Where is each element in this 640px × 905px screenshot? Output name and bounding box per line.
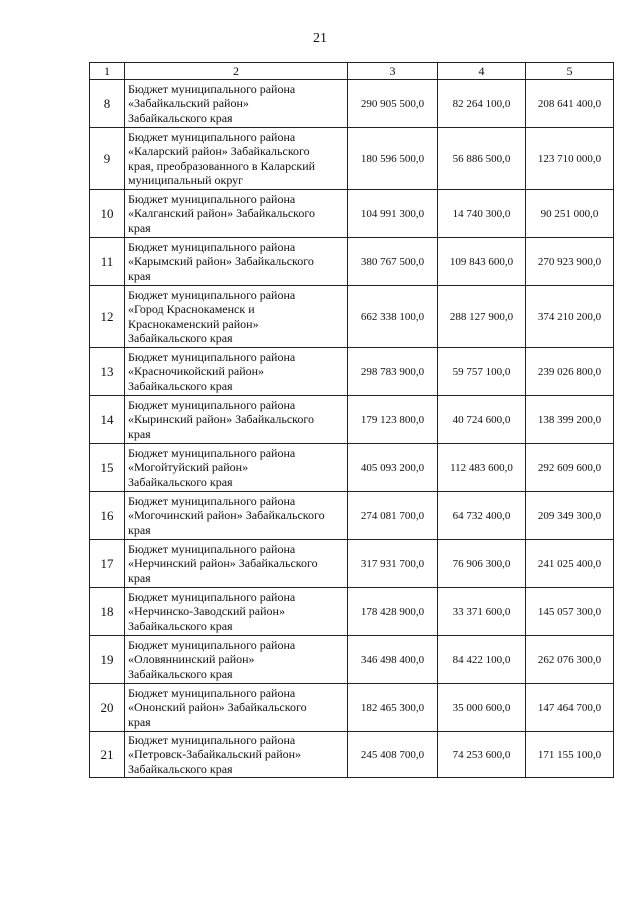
budget-name <box>125 588 348 636</box>
row-number: 8 <box>90 80 125 128</box>
value-col3: 182 465 300,0 <box>348 684 438 732</box>
budget-name <box>125 396 348 444</box>
value-col4: 112 483 600,0 <box>438 444 526 492</box>
table-row <box>90 238 614 286</box>
budget-name-line: Бюджет муниципального района <box>128 685 296 700</box>
budget-name-line: Забайкальского края <box>128 761 233 776</box>
budget-name-line: «Город Краснокаменск и <box>128 302 255 317</box>
value-col4: 74 253 600,0 <box>438 732 526 778</box>
table-row <box>90 684 614 732</box>
table-row <box>90 348 614 396</box>
budget-name-line: «Петровск-Забайкальский район» <box>128 747 302 762</box>
budget-name-line: Бюджет муниципального района <box>128 349 296 364</box>
budget-name-line: Бюджет муниципального района <box>128 239 296 254</box>
value-col3: 104 991 300,0 <box>348 190 438 238</box>
table-row <box>90 540 614 588</box>
value-col4: 82 264 100,0 <box>438 80 526 128</box>
budget-name-line: «Кыринский район» Забайкальского <box>128 412 314 427</box>
value-col5: 145 057 300,0 <box>526 588 614 636</box>
budget-name-line: Забайкальского края <box>128 618 233 633</box>
budget-name-line: Бюджет муниципального района <box>128 81 296 96</box>
value-col3: 380 767 500,0 <box>348 238 438 286</box>
budget-name-line: края <box>128 268 151 283</box>
budget-name <box>125 348 348 396</box>
budget-name <box>125 238 348 286</box>
budget-name <box>125 684 348 732</box>
header-cell-3: 3 <box>348 63 438 80</box>
table-row <box>90 190 614 238</box>
row-number: 11 <box>90 238 125 286</box>
budget-name-line: «Каларский район» Забайкальского <box>128 144 310 159</box>
value-col3: 298 783 900,0 <box>348 348 438 396</box>
value-col4: 56 886 500,0 <box>438 128 526 190</box>
value-col3: 179 123 800,0 <box>348 396 438 444</box>
value-col4: 14 740 300,0 <box>438 190 526 238</box>
value-col5: 374 210 200,0 <box>526 286 614 348</box>
value-col5: 241 025 400,0 <box>526 540 614 588</box>
row-number: 16 <box>90 492 125 540</box>
value-col3: 178 428 900,0 <box>348 588 438 636</box>
budget-name-line: края <box>128 570 151 585</box>
budget-name-line: Бюджет муниципального района <box>128 493 296 508</box>
budget-name-line: Бюджет муниципального района <box>128 541 296 556</box>
value-col3: 346 498 400,0 <box>348 636 438 684</box>
budget-name-line: края, преобразованного в Каларский <box>128 158 316 173</box>
row-number: 18 <box>90 588 125 636</box>
budget-name <box>125 128 348 190</box>
budget-name-line: Забайкальского края <box>128 378 233 393</box>
budget-name-line: края <box>128 522 151 537</box>
row-number: 13 <box>90 348 125 396</box>
row-number: 20 <box>90 684 125 732</box>
value-col4: 33 371 600,0 <box>438 588 526 636</box>
page-number: 21 <box>313 31 327 46</box>
budget-name-line: «Калганский район» Забайкальского <box>128 206 316 221</box>
value-col5: 171 155 100,0 <box>526 732 614 778</box>
budget-name-line: «Карымский район» Забайкальского <box>128 254 314 269</box>
budget-name <box>125 444 348 492</box>
table-row <box>90 286 614 348</box>
budget-name-line: Бюджет муниципального района <box>128 191 296 206</box>
value-col5: 123 710 000,0 <box>526 128 614 190</box>
row-number: 9 <box>90 128 125 190</box>
budget-name <box>125 636 348 684</box>
budget-name-line: «Нерчинский район» Забайкальского <box>128 556 318 571</box>
budget-name-line: «Могойтуйский район» <box>128 460 249 475</box>
budget-name <box>125 732 348 778</box>
row-number: 19 <box>90 636 125 684</box>
budget-name-line: Краснокаменский район» <box>128 316 259 331</box>
value-col5: 239 026 800,0 <box>526 348 614 396</box>
table-row <box>90 396 614 444</box>
row-number: 12 <box>90 286 125 348</box>
row-number: 21 <box>90 732 125 778</box>
value-col3: 290 905 500,0 <box>348 80 438 128</box>
budget-name-line: Бюджет муниципального района <box>128 129 296 144</box>
budget-name <box>125 190 348 238</box>
budget-name-line: «Красночикойский район» <box>128 364 265 379</box>
budget-name-line: Забайкальского края <box>128 110 233 125</box>
table-row <box>90 636 614 684</box>
table-row <box>90 80 614 128</box>
table-row <box>90 588 614 636</box>
row-number: 14 <box>90 396 125 444</box>
table-row <box>90 444 614 492</box>
budget-name-line: края <box>128 220 151 235</box>
value-col3: 405 093 200,0 <box>348 444 438 492</box>
budget-name-line: муниципальный округ <box>128 172 244 187</box>
value-col4: 64 732 400,0 <box>438 492 526 540</box>
value-col5: 209 349 300,0 <box>526 492 614 540</box>
value-col5: 262 076 300,0 <box>526 636 614 684</box>
table-row <box>90 732 614 778</box>
header-cell-2: 2 <box>125 63 348 80</box>
value-col3: 245 408 700,0 <box>348 732 438 778</box>
budget-name-line: Бюджет муниципального района <box>128 287 296 302</box>
value-col4: 59 757 100,0 <box>438 348 526 396</box>
budget-name-line: Бюджет муниципального района <box>128 637 296 652</box>
value-col3: 662 338 100,0 <box>348 286 438 348</box>
value-col4: 35 000 600,0 <box>438 684 526 732</box>
header-cell-4: 4 <box>438 63 526 80</box>
value-col5: 208 641 400,0 <box>526 80 614 128</box>
budget-name-line: Забайкальского края <box>128 330 233 345</box>
value-col3: 180 596 500,0 <box>348 128 438 190</box>
table-row <box>90 128 614 190</box>
budget-name-line: Бюджет муниципального района <box>128 732 296 747</box>
budget-name-line: Бюджет муниципального района <box>128 445 296 460</box>
table-row <box>90 492 614 540</box>
row-number: 15 <box>90 444 125 492</box>
budget-name-line: «Могочинский район» Забайкальского <box>128 508 325 523</box>
value-col4: 109 843 600,0 <box>438 238 526 286</box>
value-col4: 40 724 600,0 <box>438 396 526 444</box>
value-col5: 90 251 000,0 <box>526 190 614 238</box>
value-col4: 76 906 300,0 <box>438 540 526 588</box>
value-col5: 147 464 700,0 <box>526 684 614 732</box>
value-col4: 288 127 900,0 <box>438 286 526 348</box>
budget-name-line: «Ононский район» Забайкальского <box>128 700 307 715</box>
budget-name-line: «Нерчинско-Заводский район» <box>128 604 285 619</box>
header-cell-5: 5 <box>526 63 614 80</box>
value-col3: 317 931 700,0 <box>348 540 438 588</box>
budget-name-line: «Оловяннинский район» <box>128 652 255 667</box>
budget-name-line: Забайкальского края <box>128 666 233 681</box>
budget-table <box>89 62 614 778</box>
budget-name <box>125 540 348 588</box>
budget-name-line: Бюджет муниципального района <box>128 589 296 604</box>
table-header-row <box>90 63 614 80</box>
row-number: 17 <box>90 540 125 588</box>
budget-name <box>125 286 348 348</box>
header-cell-1: 1 <box>90 63 125 80</box>
budget-name-line: «Забайкальский район» <box>128 96 249 111</box>
budget-name-line: Бюджет муниципального района <box>128 397 296 412</box>
budget-name-line: края <box>128 714 151 729</box>
budget-name <box>125 492 348 540</box>
value-col4: 84 422 100,0 <box>438 636 526 684</box>
value-col5: 270 923 900,0 <box>526 238 614 286</box>
budget-name <box>125 80 348 128</box>
value-col5: 138 399 200,0 <box>526 396 614 444</box>
value-col5: 292 609 600,0 <box>526 444 614 492</box>
budget-name-line: края <box>128 426 151 441</box>
budget-name-line: Забайкальского края <box>128 474 233 489</box>
row-number: 10 <box>90 190 125 238</box>
value-col3: 274 081 700,0 <box>348 492 438 540</box>
